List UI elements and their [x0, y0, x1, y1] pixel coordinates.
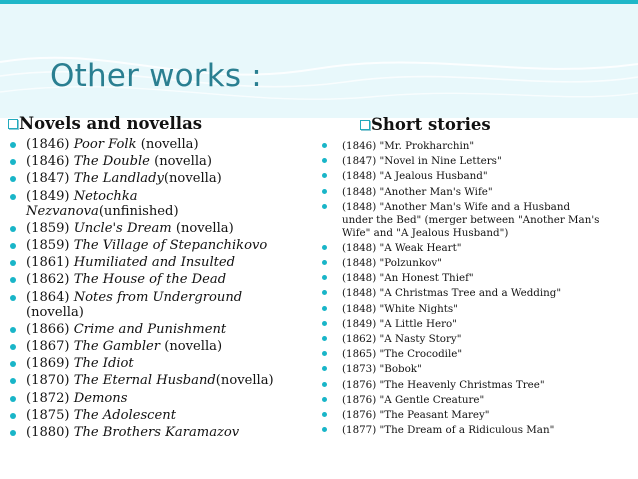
bullet-icon: [322, 204, 327, 209]
short-stories-column: [322, 114, 636, 439]
short-story-text: (1848) "White Nights": [342, 302, 458, 315]
novel-list-item: [8, 356, 308, 371]
bullet-icon: [10, 194, 16, 200]
bullet-icon: [322, 245, 327, 250]
novel-year: (1862): [26, 272, 70, 288]
short-story-list-item: [322, 272, 636, 285]
novel-suffix: (novella): [160, 339, 223, 355]
short-story-text: (1865) "The Crocodile": [342, 348, 463, 361]
short-story-list-item: [322, 170, 636, 183]
short-story-text: (1876) "The Peasant Marey": [342, 409, 490, 422]
bullet-icon: [322, 336, 327, 341]
short-story-list-item: [322, 333, 636, 346]
novel-title: The Landlady: [73, 171, 164, 187]
bullet-icon: [10, 295, 16, 301]
novel-title: The Double: [73, 154, 150, 170]
novel-title: Notes from Underground: [73, 289, 243, 305]
novel-suffix-line-2: (novella): [26, 304, 84, 320]
bullet-icon: [322, 173, 327, 178]
novels-column: [8, 114, 308, 442]
novel-suffix: (novella): [149, 154, 212, 170]
short-story-line-3: Wife" and "A Jealous Husband"): [342, 226, 509, 239]
bullet-icon: [10, 226, 16, 232]
novel-list-item: [8, 189, 308, 219]
bullet-icon: [322, 275, 327, 280]
novel-list-item: [8, 425, 308, 440]
novel-title: Crime and Punishment: [73, 321, 227, 337]
novel-year: (1872): [26, 390, 70, 406]
bullet-icon: [322, 143, 327, 148]
short-story-list-item: [322, 379, 636, 392]
novel-title-line-2-wrapper: [26, 204, 308, 219]
short-story-text: (1873) "Bobok": [342, 363, 422, 376]
novel-list-item: [8, 373, 308, 388]
novel-year: (1861): [26, 255, 70, 271]
bullet-icon: [10, 327, 16, 333]
novel-year: (1846): [26, 154, 70, 170]
novel-list-item: [8, 238, 308, 253]
novel-list-item: [8, 255, 308, 270]
bullet-icon: [10, 277, 16, 283]
novel-title: The Gambler: [73, 339, 161, 355]
bullet-icon: [10, 260, 16, 266]
novels-list: [8, 137, 308, 440]
short-story-list-item: [322, 257, 636, 270]
novel-year: (1867): [26, 339, 70, 355]
bullet-icon: [10, 142, 16, 148]
short-story-list-item: [322, 363, 636, 376]
novel-list-item: [8, 221, 308, 236]
novel-suffix: (unfinished): [98, 203, 179, 219]
short-stories-heading: [360, 115, 636, 134]
novel-year: (1875): [26, 407, 70, 423]
checkbox-bullet-icon: [8, 119, 18, 129]
novel-year: (1864): [26, 289, 70, 305]
novel-list-item: [8, 272, 308, 287]
short-story-text: (1849) "A Little Hero": [342, 317, 457, 330]
novel-list-item: [8, 137, 308, 152]
novels-heading: [8, 114, 308, 133]
short-stories-list: [322, 140, 636, 437]
short-story-list-item: [322, 394, 636, 407]
novel-suffix: (novella): [215, 373, 274, 389]
novel-year: (1869): [26, 356, 70, 372]
novel-list-item: [8, 171, 308, 186]
novel-suffix: (novella): [136, 137, 199, 152]
novels-heading-label: Novels and novellas: [19, 114, 203, 133]
short-story-text: (1847) "Novel in Nine Letters": [342, 155, 502, 168]
bullet-icon: [322, 351, 327, 356]
novel-title-line-2: Nezvanova: [26, 203, 99, 219]
novel-year: (1847): [26, 171, 70, 187]
novel-suffix: (novella): [163, 171, 222, 187]
novel-title: The Brothers Karamazov: [73, 425, 240, 440]
novel-year: (1859): [26, 238, 70, 254]
bullet-icon: [10, 413, 16, 419]
novel-year: (1859): [26, 220, 70, 236]
novel-title: The Village of Stepanchikovo: [73, 238, 268, 254]
page-title: Other works :: [50, 58, 262, 94]
bullet-icon: [10, 344, 16, 350]
bullet-icon: [10, 430, 16, 436]
novel-title: Demons: [73, 390, 128, 406]
bullet-icon: [322, 397, 327, 402]
novel-title: The Adolescent: [73, 407, 176, 423]
short-stories-heading-label: Short stories: [371, 115, 491, 134]
short-story-list-item: [322, 242, 636, 255]
bullet-icon: [322, 189, 327, 194]
bullet-icon: [322, 290, 327, 295]
short-story-list-item: [322, 409, 636, 422]
bullet-icon: [322, 158, 327, 163]
novel-title: Uncle's Dream: [73, 220, 172, 236]
short-story-text: (1876) "The Heavenly Christmas Tree": [342, 378, 545, 391]
novel-year: (1880): [26, 425, 70, 440]
short-story-text: (1848) "A Weak Heart": [342, 241, 462, 254]
novel-list-item: [8, 339, 308, 354]
short-story-list-item: [322, 140, 636, 153]
novel-title: Poor Folk: [73, 137, 137, 152]
novel-title-line-1: Netochka: [73, 188, 138, 204]
novel-list-item: [8, 154, 308, 169]
short-story-text: (1848) "Another Man's Wife": [342, 185, 493, 198]
short-story-list-item: [322, 318, 636, 331]
short-story-list-item: [322, 303, 636, 316]
novel-year: (1849): [26, 188, 70, 204]
short-story-list-item: [322, 348, 636, 361]
novel-list-item: [8, 322, 308, 337]
bullet-icon: [322, 321, 327, 326]
bullet-icon: [322, 260, 327, 265]
novel-title: The House of the Dead: [73, 272, 227, 288]
short-story-text: (1848) "A Jealous Husband": [342, 170, 488, 183]
bullet-icon: [322, 412, 327, 417]
bullet-icon: [10, 378, 16, 384]
short-story-list-item: [322, 287, 636, 300]
short-story-list-item: [322, 424, 636, 437]
short-story-text: (1876) "A Gentle Creature": [342, 393, 485, 406]
novel-title: Humiliated and Insulted: [73, 255, 236, 271]
short-story-list-item: [322, 155, 636, 168]
checkbox-bullet-icon: [360, 120, 370, 130]
novel-year: (1866): [26, 321, 70, 337]
bullet-icon: [10, 243, 16, 249]
short-story-text: (1846) "Mr. Prokharchin": [342, 140, 475, 152]
bullet-icon: [10, 396, 16, 402]
short-story-text: (1848) "An Honest Thief": [342, 272, 474, 285]
bullet-icon: [10, 361, 16, 367]
short-story-text: (1877) "The Dream of a Ridiculous Man": [342, 424, 555, 437]
bullet-icon: [10, 159, 16, 165]
bullet-icon: [322, 306, 327, 311]
short-story-list-item: [322, 186, 636, 199]
novel-title: The Eternal Husband: [73, 373, 216, 389]
short-story-text: (1862) "A Nasty Story": [342, 333, 462, 346]
novel-year: (1846): [26, 137, 70, 152]
novel-list-item: [8, 408, 308, 423]
novel-list-item: [8, 391, 308, 406]
novel-list-item: [8, 290, 308, 320]
novel-year: (1870): [26, 373, 70, 389]
short-story-text: (1848) "Polzunkov": [342, 257, 442, 270]
short-story-line-2: under the Bed" (merger between "Another Man's: [342, 213, 600, 226]
novel-suffix: (novella): [171, 220, 234, 236]
short-story-text: (1848) "A Christmas Tree and a Wedding": [342, 287, 562, 300]
short-story-line-1: (1848) "Another Man's Wife and a Husband: [342, 200, 571, 213]
bullet-icon: [322, 382, 327, 387]
short-story-list-item: [322, 201, 636, 240]
bullet-icon: [10, 176, 16, 182]
bullet-icon: [322, 366, 327, 371]
bullet-icon: [322, 427, 327, 432]
novel-title: The Idiot: [73, 356, 134, 372]
